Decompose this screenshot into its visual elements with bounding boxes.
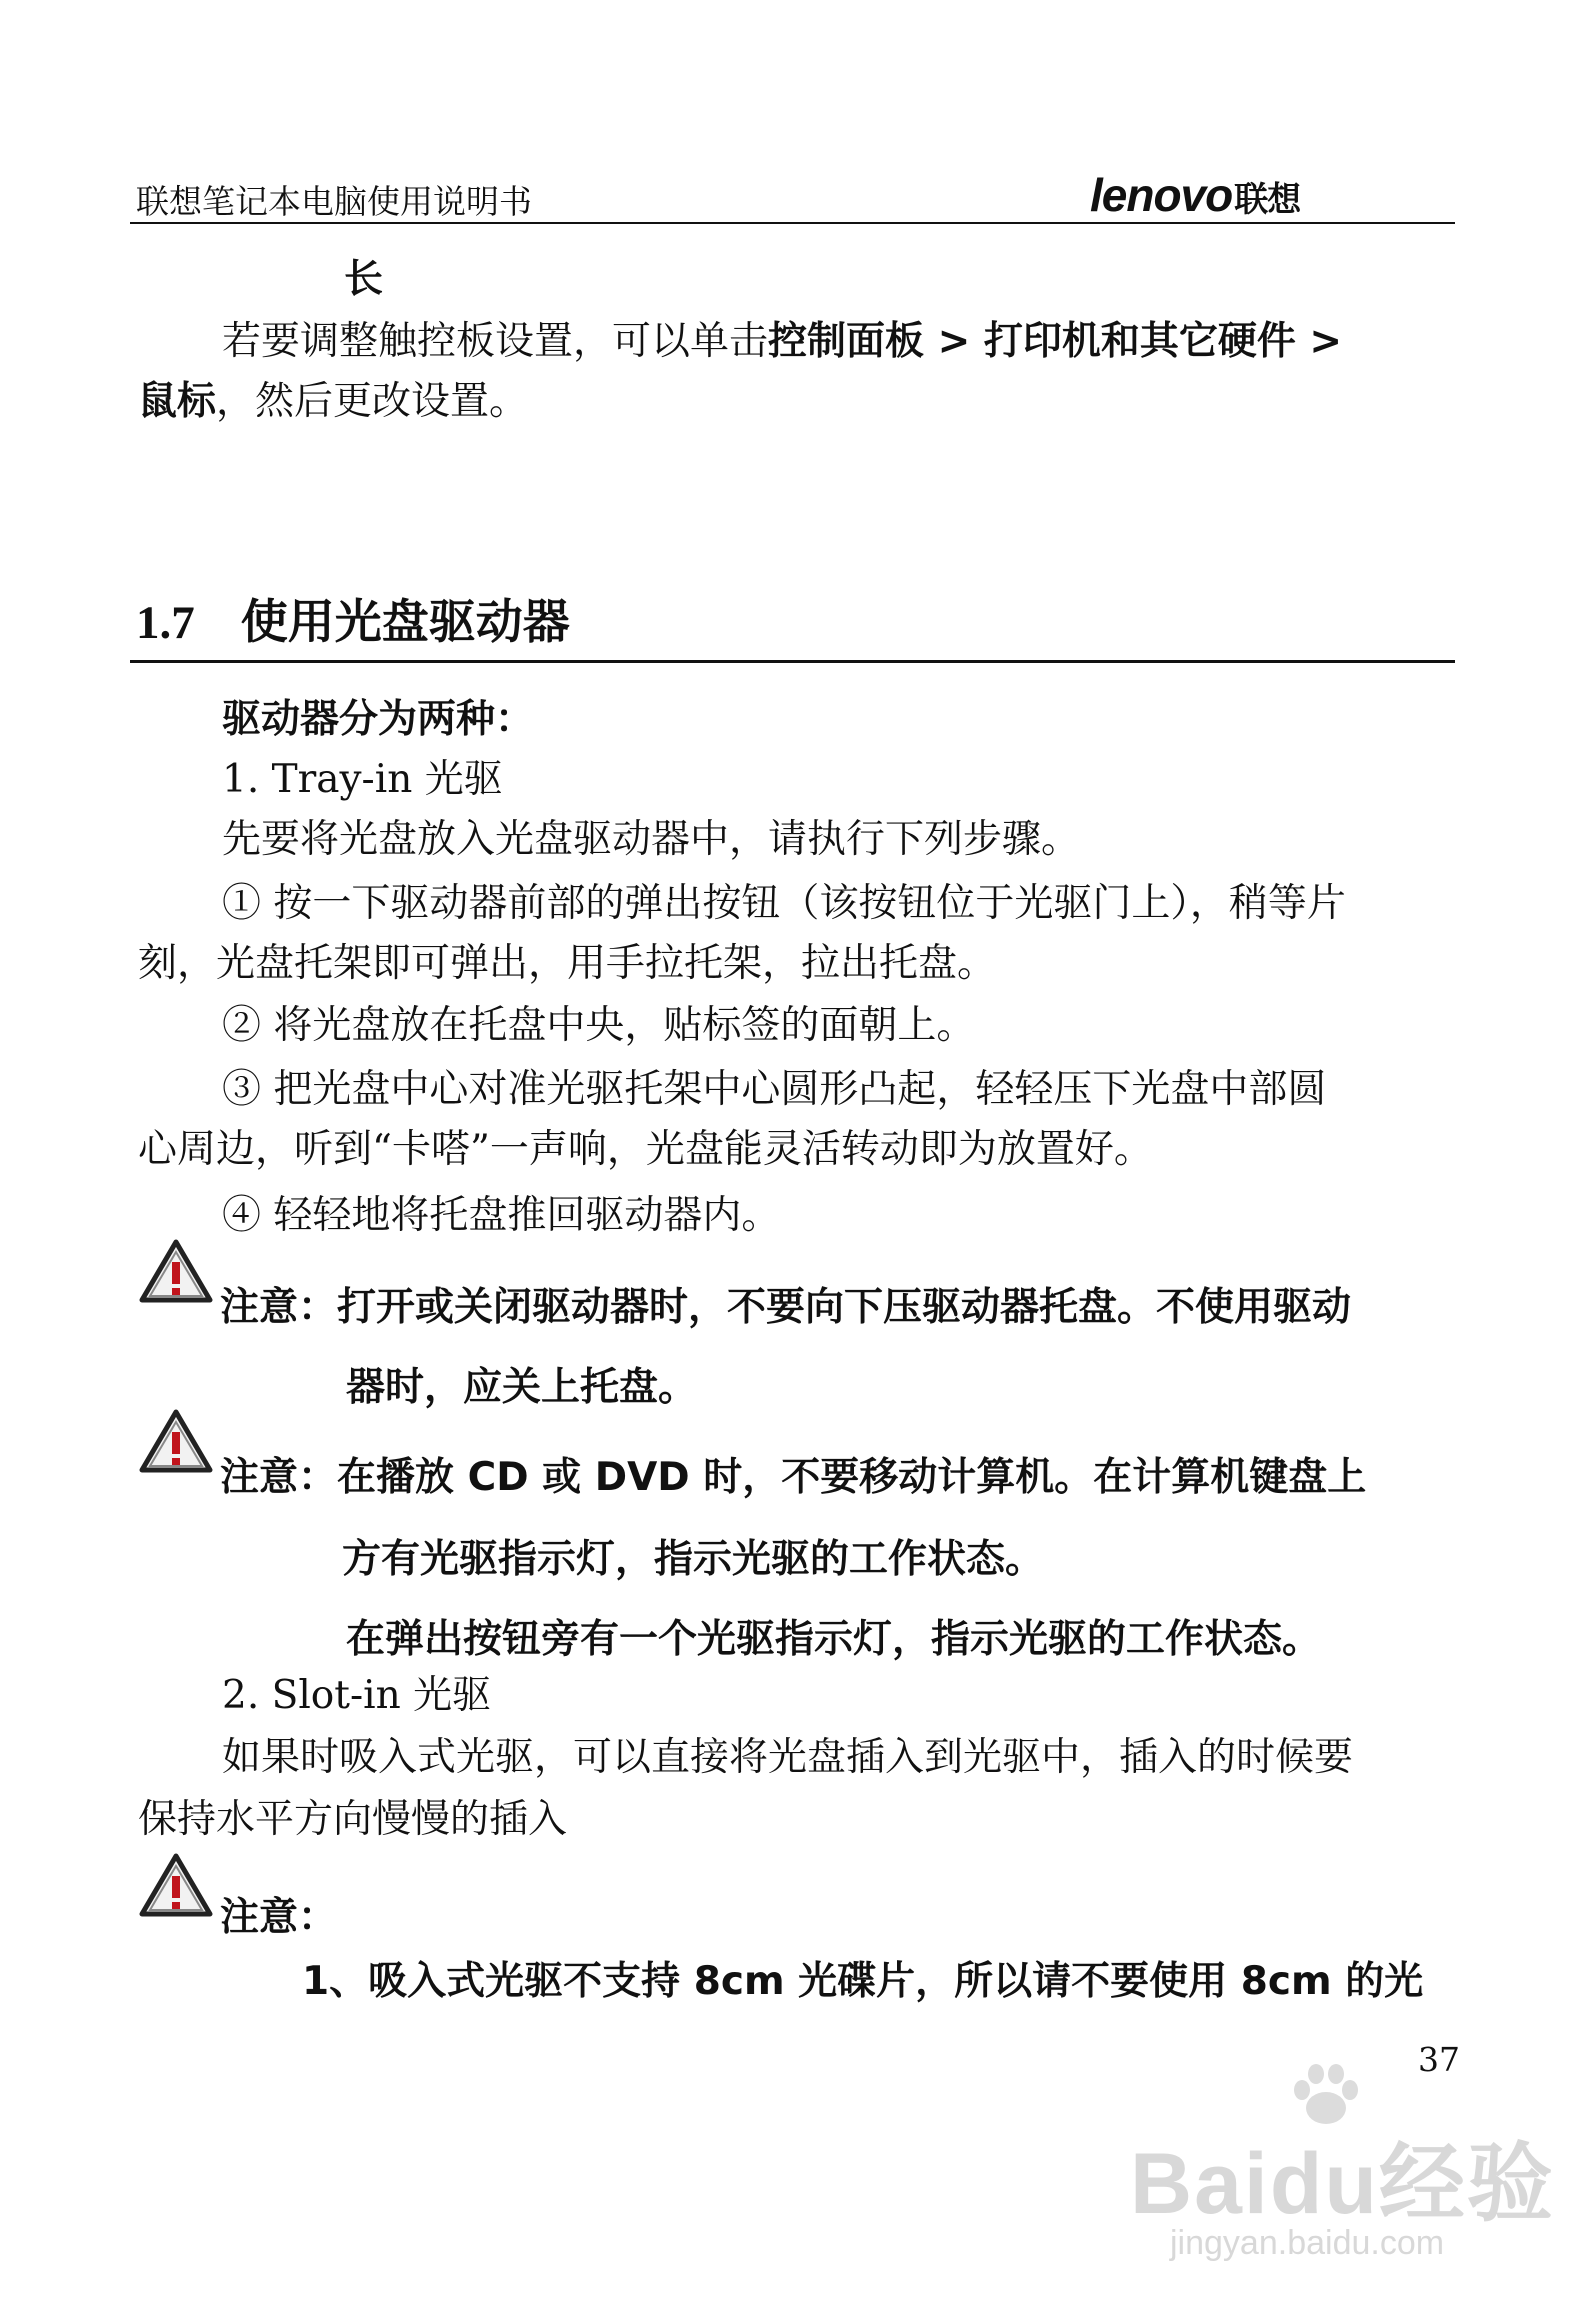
warning-icon: [138, 1238, 214, 1306]
intro-line: 驱动器分为两种：: [222, 697, 535, 742]
step2: ② 将光盘放在托盘中央，贴标签的面朝上。: [222, 1003, 976, 1048]
slot-line1: 如果时吸入式光驱，可以直接将光盘插入到光驱中，插入的时候要: [222, 1735, 1354, 1780]
step1-line1: ① 按一下驱动器前部的弹出按钮（该按钮位于光驱门上），稍等片: [222, 881, 1346, 926]
note2-label: 注意：: [220, 1455, 338, 1500]
paw-icon: [1286, 2060, 1366, 2130]
lenovo-logo: [1090, 168, 1300, 222]
p1-mouse: 鼠标: [138, 379, 217, 424]
section-number: 1.7: [136, 597, 195, 649]
note2-line2: 方有光驱指示灯，指示光驱的工作状态。: [342, 1537, 1045, 1582]
tray-intro: 先要将光盘放入光盘驱动器中，请执行下列步骤。: [222, 817, 1081, 862]
note3-item1: 1、吸入式光驱不支持 8cm 光碟片，所以请不要使用 8cm 的光: [302, 1959, 1424, 2004]
step3-line2: 心周边，听到“卡嗒”一声响，光盘能灵活转动即为放置好。: [138, 1127, 1153, 1172]
tray-heading: 1. Tray-in 光驱: [222, 757, 503, 802]
page-number: 37: [1418, 2040, 1460, 2079]
note3-label: 注意：: [220, 1895, 338, 1940]
warning-icon: [138, 1408, 214, 1476]
step1-line2: 刻，光盘托架即可弹出，用手拉托架，拉出托盘。: [138, 941, 997, 986]
p1-text: 若要调整触控板设置，可以单击: [222, 319, 769, 364]
header-rule: [130, 222, 1455, 224]
note1-text: 打开或关闭驱动器时，不要向下压驱动器托盘。不使用驱动: [337, 1285, 1352, 1330]
note1-label: 注意：: [220, 1285, 338, 1330]
slot-line2: 保持水平方向慢慢的插入: [138, 1797, 568, 1842]
watermark-sub: jingyan.baidu.com: [1170, 2224, 1445, 2262]
header-title: 联想笔记本电脑使用说明书: [136, 182, 532, 221]
slot-heading: 2. Slot-in 光驱: [222, 1673, 492, 1718]
note2-line3: 在弹出按钮旁有一个光驱指示灯，指示光驱的工作状态。: [346, 1617, 1322, 1662]
watermark-main: Baidu经验: [1130, 2136, 1555, 2232]
baidu-watermark: [1130, 2060, 1555, 2262]
logo-cn: 联想: [1234, 181, 1301, 219]
note2-line1: [220, 1446, 1366, 1502]
logo-text: lenovo: [1090, 169, 1233, 221]
note1-line1: [220, 1276, 1351, 1332]
continuation-word: 长: [344, 257, 384, 302]
p1-path: 控制面板 > 打印机和其它硬件 >: [768, 319, 1343, 364]
touchpad-paragraph-line1: [222, 312, 1342, 372]
touchpad-paragraph-line2: [138, 372, 528, 432]
warning-icon: [138, 1852, 214, 1920]
step4: ④ 轻轻地将托盘推回驱动器内。: [222, 1193, 781, 1238]
section-rule: [130, 660, 1455, 663]
note1-line2: 器时，应关上托盘。: [346, 1365, 698, 1410]
p1-tail: ，然后更改设置。: [216, 379, 529, 424]
section-heading: [136, 585, 570, 652]
section-title: 使用光盘驱动器: [240, 595, 570, 650]
note2-text: 在播放 CD 或 DVD 时，不要移动计算机。在计算机键盘上: [337, 1455, 1367, 1500]
step3-line1: ③ 把光盘中心对准光驱托架中心圆形凸起，轻轻压下光盘中部圆: [222, 1067, 1327, 1112]
